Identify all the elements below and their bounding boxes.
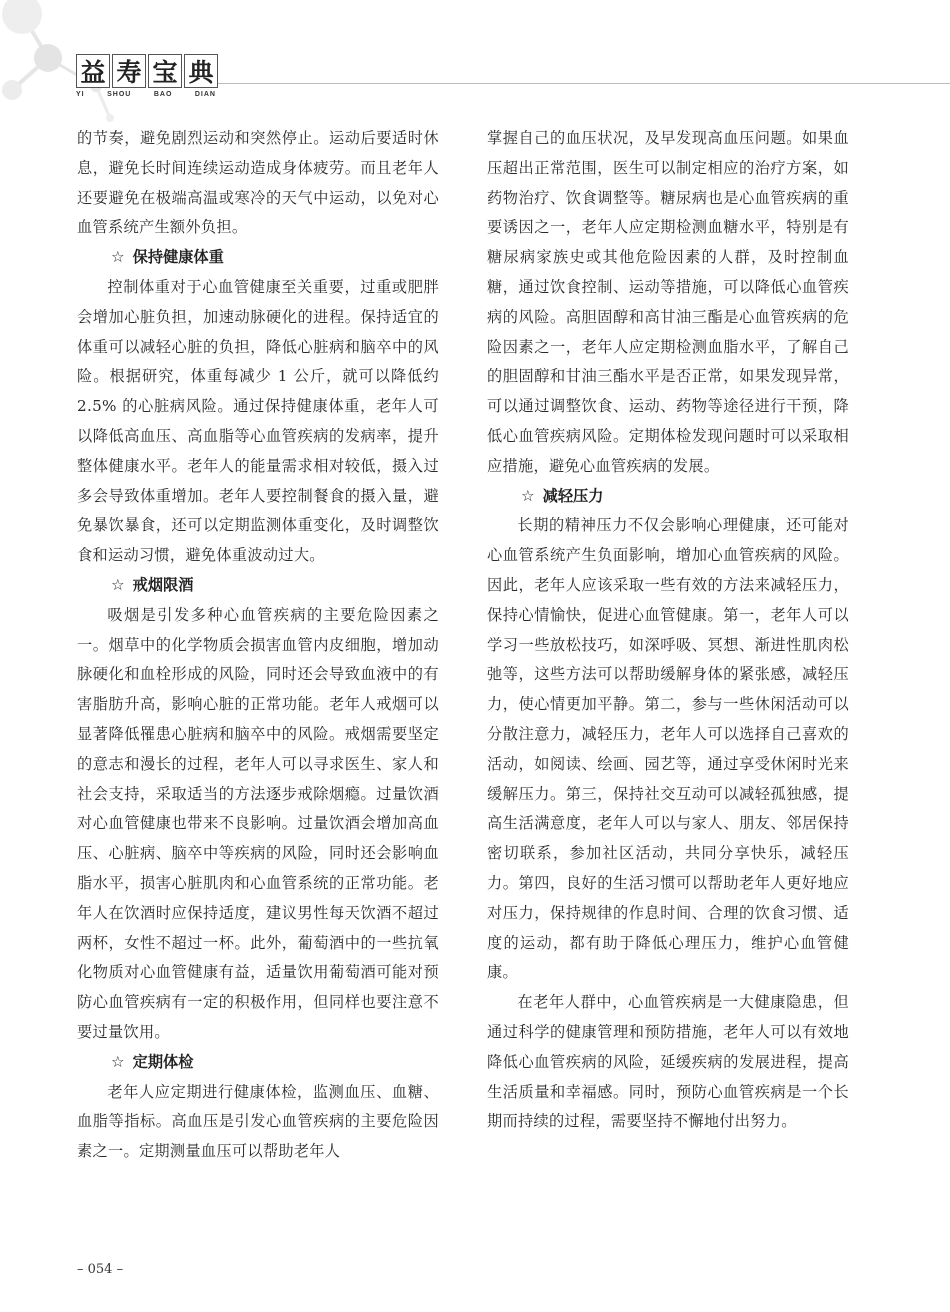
star-icon: ☆ (111, 1052, 125, 1071)
star-icon: ☆ (521, 486, 535, 505)
star-icon: ☆ (111, 248, 125, 267)
section-heading (77, 243, 439, 273)
paragraph: 控制体重对于心血管健康至关重要，过重或肥胖会增加心脏负担，加速动脉硬化的进程。保持适宜的体重可以减轻心脏的负担，降低心脏病和脑卒中的风险。根据研究，体重每减少 1 公斤，就可以降低约 2.5% 的心脏病风险。通过保持健康体重，老年人可以降低高血压、高血脂等心血管疾病的发病率，提升整体健康水平。老年人的能量需求相对较低，摄入过多会导致体重增加。老年人要控制餐食的摄入量，避免暴饮暴食，还可以定期监测体重变化，及时调整饮食和运动习惯，避免体重波动过大。 (77, 277, 439, 565)
logo-char: 益 (76, 54, 110, 88)
paragraph: 掌握自己的血压状况，及早发现高血压问题。如果血压超出正常范围，医生可以制定相应的治疗方案，如药物治疗、饮食调整等。糖尿病也是心血管疾病的重要诱因之一，老年人应定期检测血糖水平，特别是有糖尿病家族史或其他危险因素的人群，及时控制血糖，通过饮食控制、运动等措施，可以降低心血管疾病的风险。高胆固醇和高甘油三酯是心血管疾病的危险因素之一，老年人应定期检测血脂水平，了解自己的胆固醇和甘油三酯水平是否正常，如果发现异常，可以通过调整饮食、运动、药物等途径进行干预，降低心血管疾病风险。定期体检发现问题时可以采取相应措施，避免心血管疾病的发展。 (487, 129, 849, 475)
pinyin-syllable: DIAN (194, 91, 216, 98)
star-icon: ☆ (111, 575, 125, 594)
paragraph: 的节奏，避免剧烈运动和突然停止。运动后要适时休息，避免长时间连续运动造成身体疲劳。而且老年人还要避免在极端高温或寒冷的天气中运动，以免对心血管系统产生额外负担。 (77, 129, 439, 237)
pinyin-syllable: BAO (153, 91, 173, 98)
pinyin-syllable: SHOU (107, 91, 132, 98)
page-number: – 054 – (77, 1262, 124, 1277)
section-heading-text: 保持健康体重 (132, 248, 224, 267)
right-column (487, 124, 849, 1137)
paragraph: 吸烟是引发多种心血管疾病的主要危险因素之一。烟草中的化学物质会损害血管内皮细胞，增加动脉硬化和血栓形成的风险，同时还会导致血液中的有害脂肪升高，影响心脏的正常功能。老年人戒烟可以显著降低罹患心脏病和脑卒中的风险。戒烟需要坚定的意志和漫长的过程，老年人可以寻求医生、家人和社会支持，采取适当的方法逐步戒除烟瘾。过量饮酒对心血管健康也带来不良影响。过量饮酒会增加高血压、心脏病、脑卒中等疾病的风险，同时还会影响血脂水平，损害心脏肌肉和心血管系统的正常功能。老年人在饮酒时应保持适度，建议男性每天饮酒不超过两杯，女性不超过一杯。此外，葡萄酒中的一些抗氧化物质对心血管健康有益，适量饮用葡萄酒可能对预防心血管疾病有一定的积极作用，但同样也要注意不要过量饮用。 (77, 605, 439, 1041)
left-column (77, 124, 439, 1167)
section-heading-text: 减轻压力 (542, 486, 604, 505)
magazine-logo (76, 54, 218, 88)
section-heading (77, 571, 439, 601)
paragraph: 在老年人群中，心血管疾病是一大健康隐患，但通过科学的健康管理和预防措施，老年人可以有效地降低心血管疾病的风险，延缓疾病的发展进程，提高生活质量和幸福感。同时，预防心血管疾病是一个长期而持续的过程，需要坚持不懈地付出努力。 (487, 993, 849, 1131)
paragraph: 长期的精神压力不仅会影响心理健康，还可能对心血管系统产生负面影响，增加心血管疾病的风险。因此，老年人应该采取一些有效的方法来减轻压力，保持心情愉快，促进心血管健康。第一，老年人可以学习一些放松技巧，如深呼吸、冥想、渐进性肌肉松弛等，这些方法可以帮助缓解身体的紧张感，减轻压力，使心情更加平静。第二，参与一些休闲活动可以分散注意力，减轻压力，老年人可以选择自己喜欢的活动，如阅读、绘画、园艺等，通过享受休闲时光来缓解压力。第三，保持社交互动可以减轻孤独感，提高生活满意度，老年人可以与家人、朋友、邻居保持密切联系，参加社区活动，共同分享快乐，减轻压力。第四，良好的生活习惯可以帮助老年人更好地应对压力，保持规律的作息时间、合理的饮食习惯、适度的运动，都有助于降低心理压力，维护心血管健康。 (487, 516, 849, 982)
logo-char: 宝 (148, 54, 182, 88)
section-heading (77, 1048, 439, 1078)
paragraph: 老年人应定期进行健康体检，监测血压、血糖、血脂等指标。高血压是引发心血管疾病的主要危险因素之一。定期测量血压可以帮助老年人 (77, 1082, 439, 1161)
pinyin-syllable: YI (76, 91, 85, 98)
section-heading (487, 482, 849, 512)
header-divider (218, 83, 950, 84)
section-heading-text: 戒烟限酒 (132, 575, 194, 594)
section-heading-text: 定期体检 (132, 1052, 194, 1071)
logo-char: 典 (184, 54, 218, 88)
logo-char: 寿 (112, 54, 146, 88)
logo-pinyin (76, 91, 216, 98)
